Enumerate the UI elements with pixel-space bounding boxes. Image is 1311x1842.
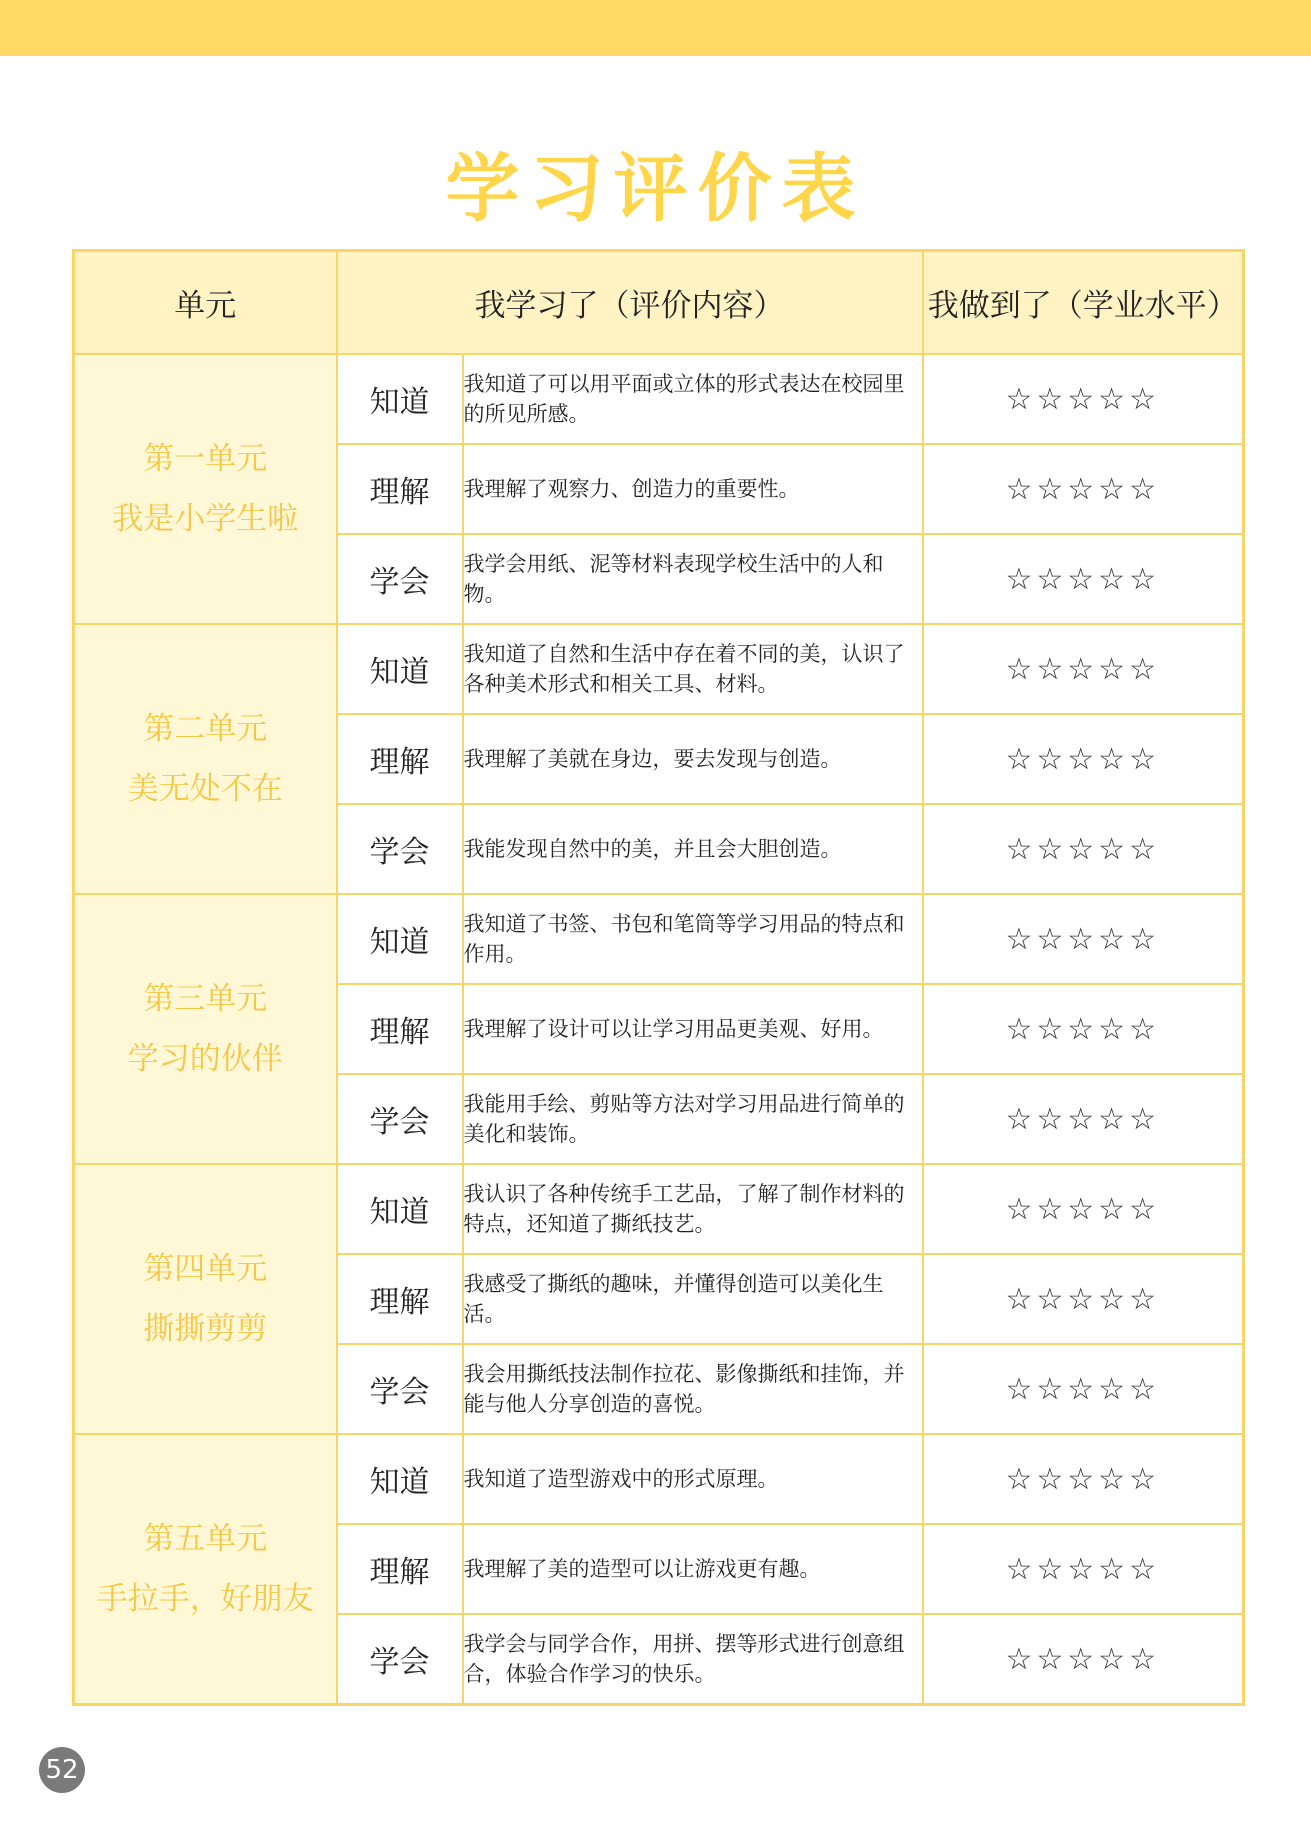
evaluation-content: 我理解了美就在身边，要去发现与创造。 (463, 714, 923, 804)
level-label: 知道 (337, 1164, 463, 1254)
evaluation-content: 我能用手绘、剪贴等方法对学习用品进行简单的美化和装饰。 (463, 1074, 923, 1164)
unit-name: 第三单元 (143, 981, 268, 1017)
level-label: 知道 (337, 894, 463, 984)
evaluation-content: 我认识了各种传统手工艺品，了解了制作材料的特点，还知道了撕纸技艺。 (463, 1164, 923, 1254)
unit-subtitle: 撕撕剪剪 (143, 1311, 268, 1347)
evaluation-content: 我能发现自然中的美，并且会大胆创造。 (463, 804, 923, 894)
unit-name: 第二单元 (143, 711, 268, 747)
star-rating[interactable]: ☆☆☆☆☆ (923, 894, 1244, 984)
unit-subtitle: 我是小学生啦 (112, 501, 299, 537)
unit-name: 第四单元 (143, 1251, 268, 1287)
unit-cell (74, 1434, 337, 1705)
level-label: 理解 (337, 1254, 463, 1344)
header-unit: 单元 (74, 251, 337, 355)
level-label: 理解 (337, 714, 463, 804)
level-label: 知道 (337, 354, 463, 444)
unit-name: 第五单元 (143, 1521, 268, 1557)
star-rating[interactable]: ☆☆☆☆☆ (923, 1164, 1244, 1254)
star-rating[interactable]: ☆☆☆☆☆ (923, 1344, 1244, 1434)
evaluation-content: 我学会用纸、泥等材料表现学校生活中的人和物。 (463, 534, 923, 624)
level-label: 学会 (337, 1344, 463, 1434)
level-label: 学会 (337, 1074, 463, 1164)
star-rating[interactable]: ☆☆☆☆☆ (923, 1434, 1244, 1524)
star-rating[interactable]: ☆☆☆☆☆ (923, 354, 1244, 444)
evaluation-content: 我知道了可以用平面或立体的形式表达在校园里的所见所感。 (463, 354, 923, 444)
level-label: 理解 (337, 984, 463, 1074)
star-rating[interactable]: ☆☆☆☆☆ (923, 804, 1244, 894)
unit-subtitle: 学习的伙伴 (127, 1041, 283, 1077)
evaluation-content: 我理解了美的造型可以让游戏更有趣。 (463, 1524, 923, 1614)
evaluation-content: 我理解了观察力、创造力的重要性。 (463, 444, 923, 534)
header-row (74, 251, 1244, 355)
evaluation-content: 我知道了书签、书包和笔筒等学习用品的特点和作用。 (463, 894, 923, 984)
level-label: 学会 (337, 534, 463, 624)
star-rating[interactable]: ☆☆☆☆☆ (923, 1254, 1244, 1344)
page-title: 学习评价表 (445, 146, 866, 232)
star-rating[interactable]: ☆☆☆☆☆ (923, 984, 1244, 1074)
evaluation-content: 我感受了撕纸的趣味，并懂得创造可以美化生活。 (463, 1254, 923, 1344)
level-label: 学会 (337, 1614, 463, 1705)
evaluation-content: 我理解了设计可以让学习用品更美观、好用。 (463, 984, 923, 1074)
level-label: 知道 (337, 624, 463, 714)
star-rating[interactable]: ☆☆☆☆☆ (923, 1614, 1244, 1705)
star-rating[interactable]: ☆☆☆☆☆ (923, 1524, 1244, 1614)
level-label: 理解 (337, 444, 463, 534)
level-label: 学会 (337, 804, 463, 894)
star-rating[interactable]: ☆☆☆☆☆ (923, 624, 1244, 714)
table-row (74, 894, 1244, 984)
table-row (74, 1434, 1244, 1524)
evaluation-content: 我知道了自然和生活中存在着不同的美，认识了各种美术形式和相关工具、材料。 (463, 624, 923, 714)
evaluation-content: 我会用撕纸技法制作拉花、影像撕纸和挂饰，并能与他人分享创造的喜悦。 (463, 1344, 923, 1434)
level-label: 知道 (337, 1434, 463, 1524)
level-label: 理解 (337, 1524, 463, 1614)
unit-cell (74, 354, 337, 624)
unit-cell (74, 624, 337, 894)
star-rating[interactable]: ☆☆☆☆☆ (923, 534, 1244, 624)
header-content: 我学习了（评价内容） (337, 251, 923, 355)
evaluation-content: 我学会与同学合作，用拼、摆等形式进行创意组合，体验合作学习的快乐。 (463, 1614, 923, 1705)
page-number: 52 (39, 1747, 85, 1793)
star-rating[interactable]: ☆☆☆☆☆ (923, 1074, 1244, 1164)
star-rating[interactable]: ☆☆☆☆☆ (923, 444, 1244, 534)
table-row (74, 354, 1244, 444)
star-rating[interactable]: ☆☆☆☆☆ (923, 714, 1244, 804)
unit-subtitle: 手拉手，好朋友 (96, 1581, 314, 1617)
unit-cell (74, 1164, 337, 1434)
top-color-band (0, 0, 1311, 56)
unit-cell (74, 894, 337, 1164)
table-row (74, 624, 1244, 714)
unit-name: 第一单元 (143, 441, 268, 477)
evaluation-table (72, 249, 1245, 1706)
table-row (74, 1164, 1244, 1254)
unit-subtitle: 美无处不在 (127, 771, 283, 807)
header-level: 我做到了（学业水平） (923, 251, 1244, 355)
evaluation-content: 我知道了造型游戏中的形式原理。 (463, 1434, 923, 1524)
